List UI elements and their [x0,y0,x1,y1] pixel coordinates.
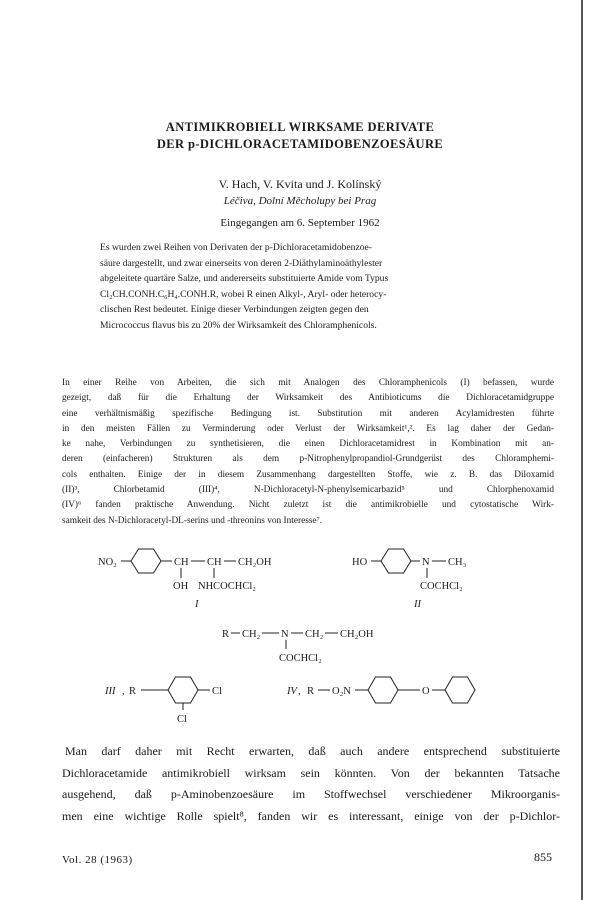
benzene-ring [368,677,398,703]
structure-general [222,629,374,664]
structure-label-I: I [195,599,199,610]
structure-IV [286,677,475,703]
o2n-group: O₂N [332,686,351,697]
title-line-2: DER p-DICHLORACETAMIDOBENZOESÄURE [156,137,444,151]
r-group: R [222,629,230,640]
ch-atom: CH [207,557,222,568]
paragraph-line: eine verhältnismäßig spezifische Bedingung ist. Substitution mit anderen Acylamidresten führte [62,408,554,419]
paragraph-line: ke nahe, Verbindungen zu synthetisieren, die einen Dichloracetamidrest in Kombination mit an- [62,439,554,450]
n-atom: N [422,557,430,568]
paragraph-line: (IV)⁶ fanden praktische Anwendung. Nicht zuletzt ist die antimikrobielle und cytostatische Wirk- [62,500,554,511]
abstract-line: säure dargestellt, und zwar einerseits von deren 2-Diäthylaminoäthylester [100,257,383,269]
benzene-ring [445,677,475,703]
ch-atom: CH [174,557,189,568]
structure-label-III: III [105,686,116,697]
abstract-line: Cl₂CH.CONH.C₆H₄.CONH.R, wobei R einen Alkyl-, Aryl- oder heterocy- [100,288,387,300]
paragraph-line: (II)³, Chlorbetamid (III)⁴, N-Dichloracetyl-N-phenylsemicarbazid⁵ und Chlorphenoxamid [62,485,554,496]
structure-I [98,549,272,610]
structure-label-II: II [414,599,421,610]
benzene-ring [131,549,161,573]
r-group: R [307,686,315,697]
received-date: Eingegangen am 6. September 1962 [220,217,380,229]
paragraph-2 [62,741,560,827]
ho-group: HO [352,557,368,568]
n-atom: N [281,629,289,640]
paragraph-line: cols enthalten. Einige der in diesem Zusammenhang dargestellten Stoffe, wie z. B. das Diloxamid [62,469,554,480]
abstract-line: clischen Rest bedeutet. Einige dieser Verbindungen zeigten gegen den [100,304,369,316]
comma: , [298,686,301,697]
paragraph-line: samkeit des N-Dichloracetyl-DL-serins und -threonins von Interesse⁷. [62,515,323,526]
paragraph-line: men eine wichtige Rolle spielt⁸, fanden wir es interessant, einige von der p-Dichlor- [62,808,560,823]
ch2oh-group: CH₂OH [340,629,374,640]
structure-III [104,677,222,725]
paragraph-line: gezeigt, daß für die Erhaltung der Wirksamkeit des Antibioticums die Dichloracetamidgruppe [62,393,554,404]
benzene-ring [168,677,198,703]
paragraph-line: in den meisten Fällen zu Verminderung oder Verlust der Wirksamkeit¹,². Es lag daher der Gedan- [62,423,554,434]
ch2-group: CH₂ [242,629,261,640]
abstract-line: Micrococcus flavus bis zu 20% der Wirksamkeit des Chloramphenicols. [100,319,377,331]
affiliation: Léčiva, Dolní Měcholupy bei Prag [223,195,377,207]
structure-II [352,549,467,610]
paragraph-line: In einer Reihe von Arbeiten, die sich mit Analogen des Chloramphenicols (I) befassen, wurde [62,378,554,388]
ch2-group: CH₂ [305,629,324,640]
paragraph-line: ausgehend, daß p-Aminobenzoesäure im Stoffwechsel verschiedener Mikroorganis- [62,787,560,801]
ch2oh-group: CH₂OH [238,557,272,568]
structure-label-IV: IV [287,686,297,697]
no2-group: NO₂ [98,557,117,568]
cl-atom: Cl [177,714,187,725]
paragraph-line: Dichloracetamide antimikrobiell wirksam sein könnten. Von der bekannten Tatsache [62,765,560,780]
ch3-group: CH₃ [448,557,467,568]
cl-atom: Cl [212,686,222,697]
title-line-1: ANTIMIKROBIELL WIRKSAME DERIVATE [165,120,435,134]
cochcl2-group: COCHCl₂ [279,653,322,664]
oh-group: OH [173,581,189,592]
cochcl2-group: COCHCl₂ [420,581,463,592]
r-group: R [129,686,137,697]
benzene-ring [381,549,411,573]
authors: V. Hach, V. Kvita und J. Kolínský [218,177,382,191]
abstract-line: abgeleitete quartäre Salze, und andererseits substituierte Amide vom Typus [100,273,389,285]
volume-info: Vol. 28 (1963) [62,854,133,866]
abstract-line: Es wurden zwei Reihen von Derivaten der p-Dichloracetamidobenzoe- [100,242,372,253]
page-number: 855 [534,850,552,864]
o-atom: O [422,686,430,697]
comma: , [122,686,125,697]
nhcochcl2-group: NHCOCHCl₂ [198,581,256,592]
paragraph-line: Man darf daher mit Recht erwarten, daß auch andere entsprechend substituierte [65,744,560,758]
paragraph-line: deren (einfacheren) Strukturen als dem p-Nitrophenylpropandiol-Grundgerüst des Chloramphemi- [62,454,554,465]
